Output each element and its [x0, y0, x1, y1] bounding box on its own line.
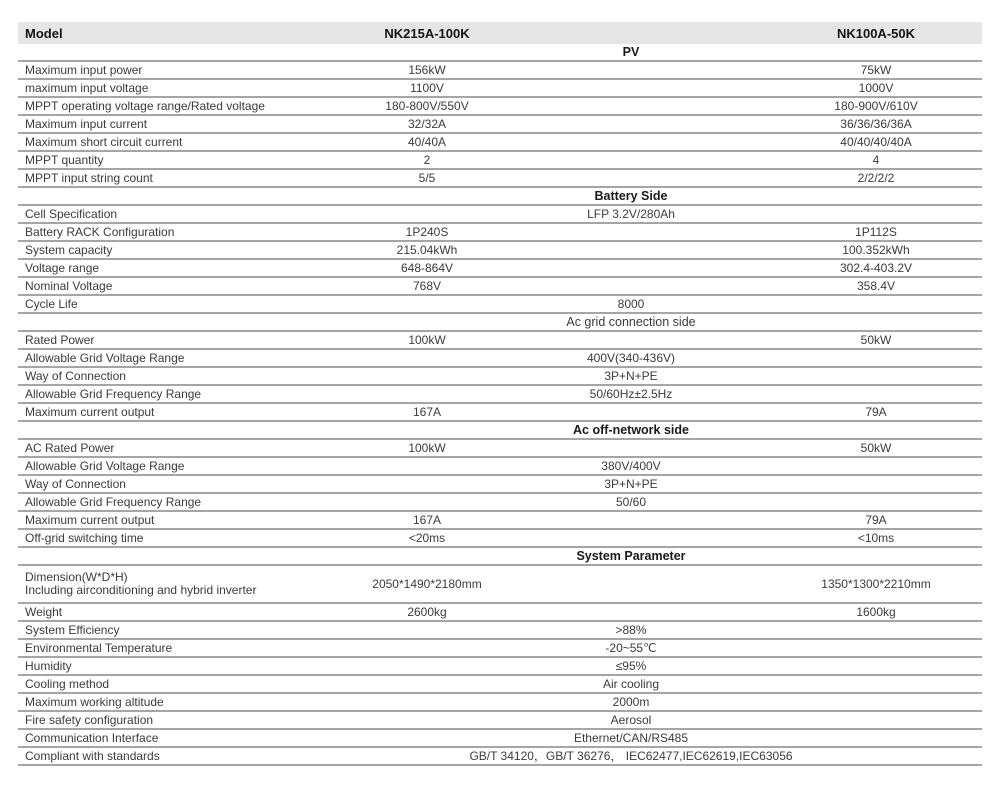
section-header-row	[18, 44, 982, 62]
value-shared: GB/T 34120，GB/T 36276， IEC62477,IEC62619,IEC63056	[469, 748, 793, 763]
table-row	[18, 296, 982, 314]
table-row	[18, 206, 982, 224]
row-label: Fire safety configuration	[25, 712, 154, 727]
table-row	[18, 368, 982, 386]
row-label: Way of Connection	[25, 476, 126, 491]
value-shared: ≤95%	[615, 658, 647, 673]
row-label: AC Rated Power	[25, 440, 115, 455]
value-shared: LFP 3.2V/280Ah	[587, 206, 675, 221]
value-model-2: 302.4-403.2V	[839, 260, 913, 275]
row-label: Rated Power	[25, 332, 95, 347]
value-model-1: 32/32A	[407, 116, 447, 131]
table-row	[18, 530, 982, 548]
table-row	[18, 404, 982, 422]
value-model-1: 40/40A	[407, 134, 447, 149]
row-label: Cycle Life	[25, 296, 78, 311]
row-label-line-1: Dimension(W*D*H)	[25, 570, 128, 584]
value-model-1: 2	[423, 152, 431, 167]
value-model-2: 180-900V/610V	[834, 98, 918, 113]
model-1-name: NK215A-100K	[384, 25, 470, 41]
table-row	[18, 566, 982, 604]
row-label: Way of Connection	[25, 368, 126, 383]
value-model-2: 75kW	[860, 62, 892, 77]
value-shared: Air cooling	[602, 676, 660, 691]
section-title: PV	[622, 44, 640, 59]
row-label: Humidity	[25, 658, 72, 673]
value-model-1: 100kW	[408, 440, 446, 455]
row-label: Allowable Grid Frequency Range	[25, 386, 202, 401]
row-label: Allowable Grid Voltage Range	[25, 458, 185, 473]
value-model-1: 180-800V/550V	[385, 98, 469, 113]
table-row	[18, 604, 982, 622]
section-header-row	[18, 314, 982, 332]
value-model-2: 2/2/2/2	[857, 170, 895, 185]
value-model-2: 358.4V	[856, 278, 896, 293]
section-header-row	[18, 422, 982, 440]
value-model-1: 5/5	[418, 170, 436, 185]
row-label: Allowable Grid Voltage Range	[25, 350, 185, 365]
row-label: maximum input voltage	[25, 80, 149, 95]
value-shared: Aerosol	[610, 712, 652, 727]
section-header-row	[18, 548, 982, 566]
value-model-2: 79A	[865, 404, 887, 419]
table-header-row	[18, 22, 982, 44]
row-label: Allowable Grid Frequency Range	[25, 494, 202, 509]
value-model-1: 2050*1490*2180mm	[372, 576, 482, 591]
value-model-1: 167A	[412, 404, 442, 419]
value-model-2: 1350*1300*2210mm	[821, 576, 931, 591]
value-shared: Ethernet/CAN/RS485	[573, 730, 689, 745]
row-label: Maximum current output	[25, 404, 155, 419]
table-row	[18, 748, 982, 766]
value-model-1: 156kW	[408, 62, 446, 77]
row-label: Maximum short circuit current	[25, 134, 183, 149]
table-row	[18, 712, 982, 730]
section-header-row	[18, 188, 982, 206]
value-shared: >88%	[615, 622, 647, 637]
table-row	[18, 658, 982, 676]
row-label: MPPT quantity	[25, 152, 104, 167]
row-label: Communication Interface	[25, 730, 159, 745]
value-model-1: 215.04kWh	[396, 242, 458, 257]
table-row	[18, 640, 982, 658]
table-row	[18, 730, 982, 748]
value-shared: 380V/400V	[601, 458, 661, 473]
row-label: Weight	[25, 604, 63, 619]
row-label: Off-grid switching time	[25, 530, 144, 545]
value-shared: 400V(340-436V)	[586, 350, 676, 365]
value-model-2: 50kW	[860, 440, 892, 455]
table-row	[18, 440, 982, 458]
row-label: Maximum input current	[25, 116, 148, 131]
value-model-1: 768V	[412, 278, 442, 293]
value-shared: 50/60	[615, 494, 647, 509]
value-model-2: 40/40/40/40A	[840, 134, 912, 149]
row-label: Maximum working altitude	[25, 694, 164, 709]
value-shared: -20~55℃	[605, 640, 657, 655]
model-2-name: NK100A-50K	[836, 25, 916, 41]
section-title: System Parameter	[576, 548, 686, 563]
row-label: System capacity	[25, 242, 113, 257]
value-model-1: <20ms	[408, 530, 446, 545]
value-model-1: 1P240S	[405, 224, 449, 239]
value-model-2: 4	[872, 152, 880, 167]
table-row	[18, 170, 982, 188]
table-row	[18, 134, 982, 152]
table-row	[18, 62, 982, 80]
row-label: Cell Specification	[25, 206, 118, 221]
value-model-2: 1600kg	[856, 604, 896, 619]
spec-table	[18, 22, 982, 766]
table-row	[18, 332, 982, 350]
table-row	[18, 152, 982, 170]
value-shared: 3P+N+PE	[604, 476, 658, 491]
section-title: Ac grid connection side	[566, 314, 696, 329]
table-row	[18, 278, 982, 296]
row-label: Voltage range	[25, 260, 100, 275]
value-shared: 50/60Hz±2.5Hz	[589, 386, 673, 401]
spec-table-body	[18, 44, 982, 766]
value-model-2: <10ms	[857, 530, 895, 545]
value-model-2: 50kW	[860, 332, 892, 347]
table-row	[18, 494, 982, 512]
row-label: MPPT input string count	[25, 170, 153, 185]
value-model-1: 100kW	[408, 332, 446, 347]
row-label-line-2: Including airconditioning and hybrid inverter	[25, 583, 257, 597]
table-row	[18, 80, 982, 98]
row-label: Cooling method	[25, 676, 110, 691]
value-shared: 8000	[617, 296, 645, 311]
row-label: Battery RACK Configuration	[25, 224, 175, 239]
table-row	[18, 458, 982, 476]
table-row	[18, 98, 982, 116]
row-label: System Efficiency	[25, 622, 120, 637]
section-title: Battery Side	[594, 188, 668, 203]
value-model-1: 1100V	[410, 80, 444, 95]
row-label: MPPT operating voltage range/Rated voltage	[25, 98, 265, 113]
section-title: Ac off-network side	[573, 422, 689, 437]
table-row	[18, 476, 982, 494]
value-shared: 3P+N+PE	[604, 368, 658, 383]
table-row	[18, 350, 982, 368]
value-model-1: 2600kg	[407, 604, 447, 619]
table-row	[18, 694, 982, 712]
table-row	[18, 386, 982, 404]
row-label: Compliant with standards	[25, 748, 160, 763]
value-model-2: 79A	[865, 512, 887, 527]
row-label: Maximum input power	[25, 62, 143, 77]
model-header-label: Model	[25, 25, 63, 41]
table-row	[18, 512, 982, 530]
row-label: Maximum current output	[25, 512, 155, 527]
value-model-1: 648-864V	[400, 260, 454, 275]
value-model-2: 1P112S	[855, 224, 897, 239]
table-row	[18, 260, 982, 278]
value-model-2: 100.352kWh	[842, 242, 910, 257]
table-row	[18, 116, 982, 134]
table-row	[18, 676, 982, 694]
value-model-2: 36/36/36/36A	[840, 116, 912, 131]
table-row	[18, 622, 982, 640]
value-model-1: 167A	[412, 512, 442, 527]
table-row	[18, 242, 982, 260]
row-label: Nominal Voltage	[25, 278, 113, 293]
value-shared: 2000m	[612, 694, 650, 709]
value-model-2: 1000V	[858, 80, 894, 95]
row-label	[18, 571, 280, 597]
row-label: Environmental Temperature	[25, 640, 173, 655]
table-row	[18, 224, 982, 242]
